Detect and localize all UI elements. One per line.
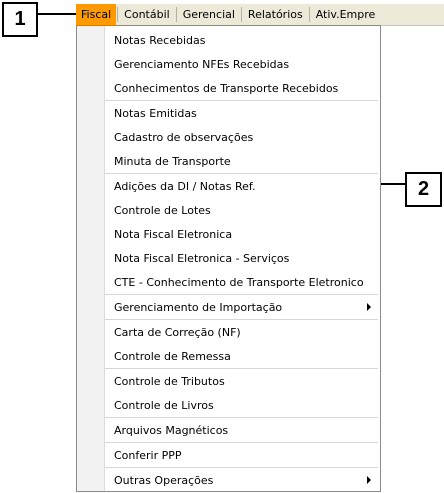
menu-item-cadastro-observacoes[interactable] xyxy=(105,125,380,149)
menu-bar xyxy=(76,4,444,26)
menu-item-cte-conhecimento-transporte[interactable] xyxy=(105,270,380,294)
menu-item-label: CTE - Conhecimento de Transporte Eletronico xyxy=(114,275,364,289)
menu-item-label: Notas Emitidas xyxy=(114,106,197,120)
menu-item-outras-operacoes[interactable] xyxy=(105,468,380,492)
menu-gerencial[interactable]: Gerencial xyxy=(182,8,235,21)
menu-item-label: Gerenciamento de Importação xyxy=(114,300,283,314)
callout-2: 2 xyxy=(405,172,442,207)
menu-item-carta-correcao[interactable] xyxy=(105,320,380,344)
menu-item-minuta-transporte[interactable] xyxy=(105,149,380,173)
menu-item-controle-livros[interactable] xyxy=(105,393,380,417)
menu-item-label: Adições da DI / Notas Ref. xyxy=(114,179,256,193)
menu-item-conferir-ppp[interactable] xyxy=(105,443,380,467)
menu-item-label: Controle de Remessa xyxy=(114,349,231,363)
menu-item-label: Carta de Correção (NF) xyxy=(114,325,241,339)
menu-item-label: Minuta de Transporte xyxy=(114,154,231,168)
menu-ativ-empre[interactable]: Ativ.Empre xyxy=(315,8,376,21)
menu-item-label: Nota Fiscal Eletronica xyxy=(114,227,233,241)
menu-item-nota-fiscal-eletronica-servicos[interactable] xyxy=(105,246,380,270)
menu-item-label: Controle de Tributos xyxy=(114,374,225,388)
callout-1-pointer xyxy=(38,13,76,15)
menu-item-notas-emitidas[interactable] xyxy=(105,101,380,125)
menu-item-controle-remessa[interactable] xyxy=(105,344,380,368)
menu-item-controle-tributos[interactable] xyxy=(105,369,380,393)
menu-separator xyxy=(241,7,242,22)
callout-1: 1 xyxy=(2,2,38,37)
menu-item-controle-lotes[interactable] xyxy=(105,198,380,222)
menu-item-notas-recebidas[interactable] xyxy=(105,28,380,52)
menu-item-gerenciamento-nfes-recebidas[interactable] xyxy=(105,52,380,76)
menu-item-label: Notas Recebidas xyxy=(114,33,206,47)
submenu-arrow-icon xyxy=(367,476,371,484)
menu-separator xyxy=(309,7,310,22)
menu-separator xyxy=(117,7,118,22)
menu-item-arquivos-magneticos[interactable] xyxy=(105,418,380,442)
menu-contabil[interactable]: Contábil xyxy=(124,8,170,21)
menu-item-label: Nota Fiscal Eletronica - Serviços xyxy=(114,251,290,265)
menu-item-label: Controle de Lotes xyxy=(114,203,211,217)
menu-item-label: Arquivos Magnéticos xyxy=(114,423,229,437)
menu-item-gerenciamento-importacao[interactable] xyxy=(105,295,380,319)
menu-item-nota-fiscal-eletronica[interactable] xyxy=(105,222,380,246)
menu-item-adicoes-di-notas-ref[interactable] xyxy=(105,174,380,198)
menu-icon-gutter xyxy=(77,26,105,491)
menu-item-conhecimentos-transporte-recebidos[interactable] xyxy=(105,76,380,100)
menu-relatorios[interactable]: Relatórios xyxy=(247,8,303,21)
menu-item-label: Cadastro de observações xyxy=(114,130,254,144)
menu-item-label: Outras Operações xyxy=(114,473,214,487)
menu-item-label: Controle de Livros xyxy=(114,398,214,412)
menu-item-label: Conferir PPP xyxy=(114,448,182,462)
menu-item-label: Conhecimentos de Transporte Recebidos xyxy=(114,81,339,95)
fiscal-dropdown-menu xyxy=(76,25,381,492)
menu-item-label: Gerenciamento NFEs Recebidas xyxy=(114,57,290,71)
menu-fiscal[interactable]: Fiscal xyxy=(76,4,116,25)
submenu-arrow-icon xyxy=(367,303,371,311)
menu-separator xyxy=(176,7,177,22)
